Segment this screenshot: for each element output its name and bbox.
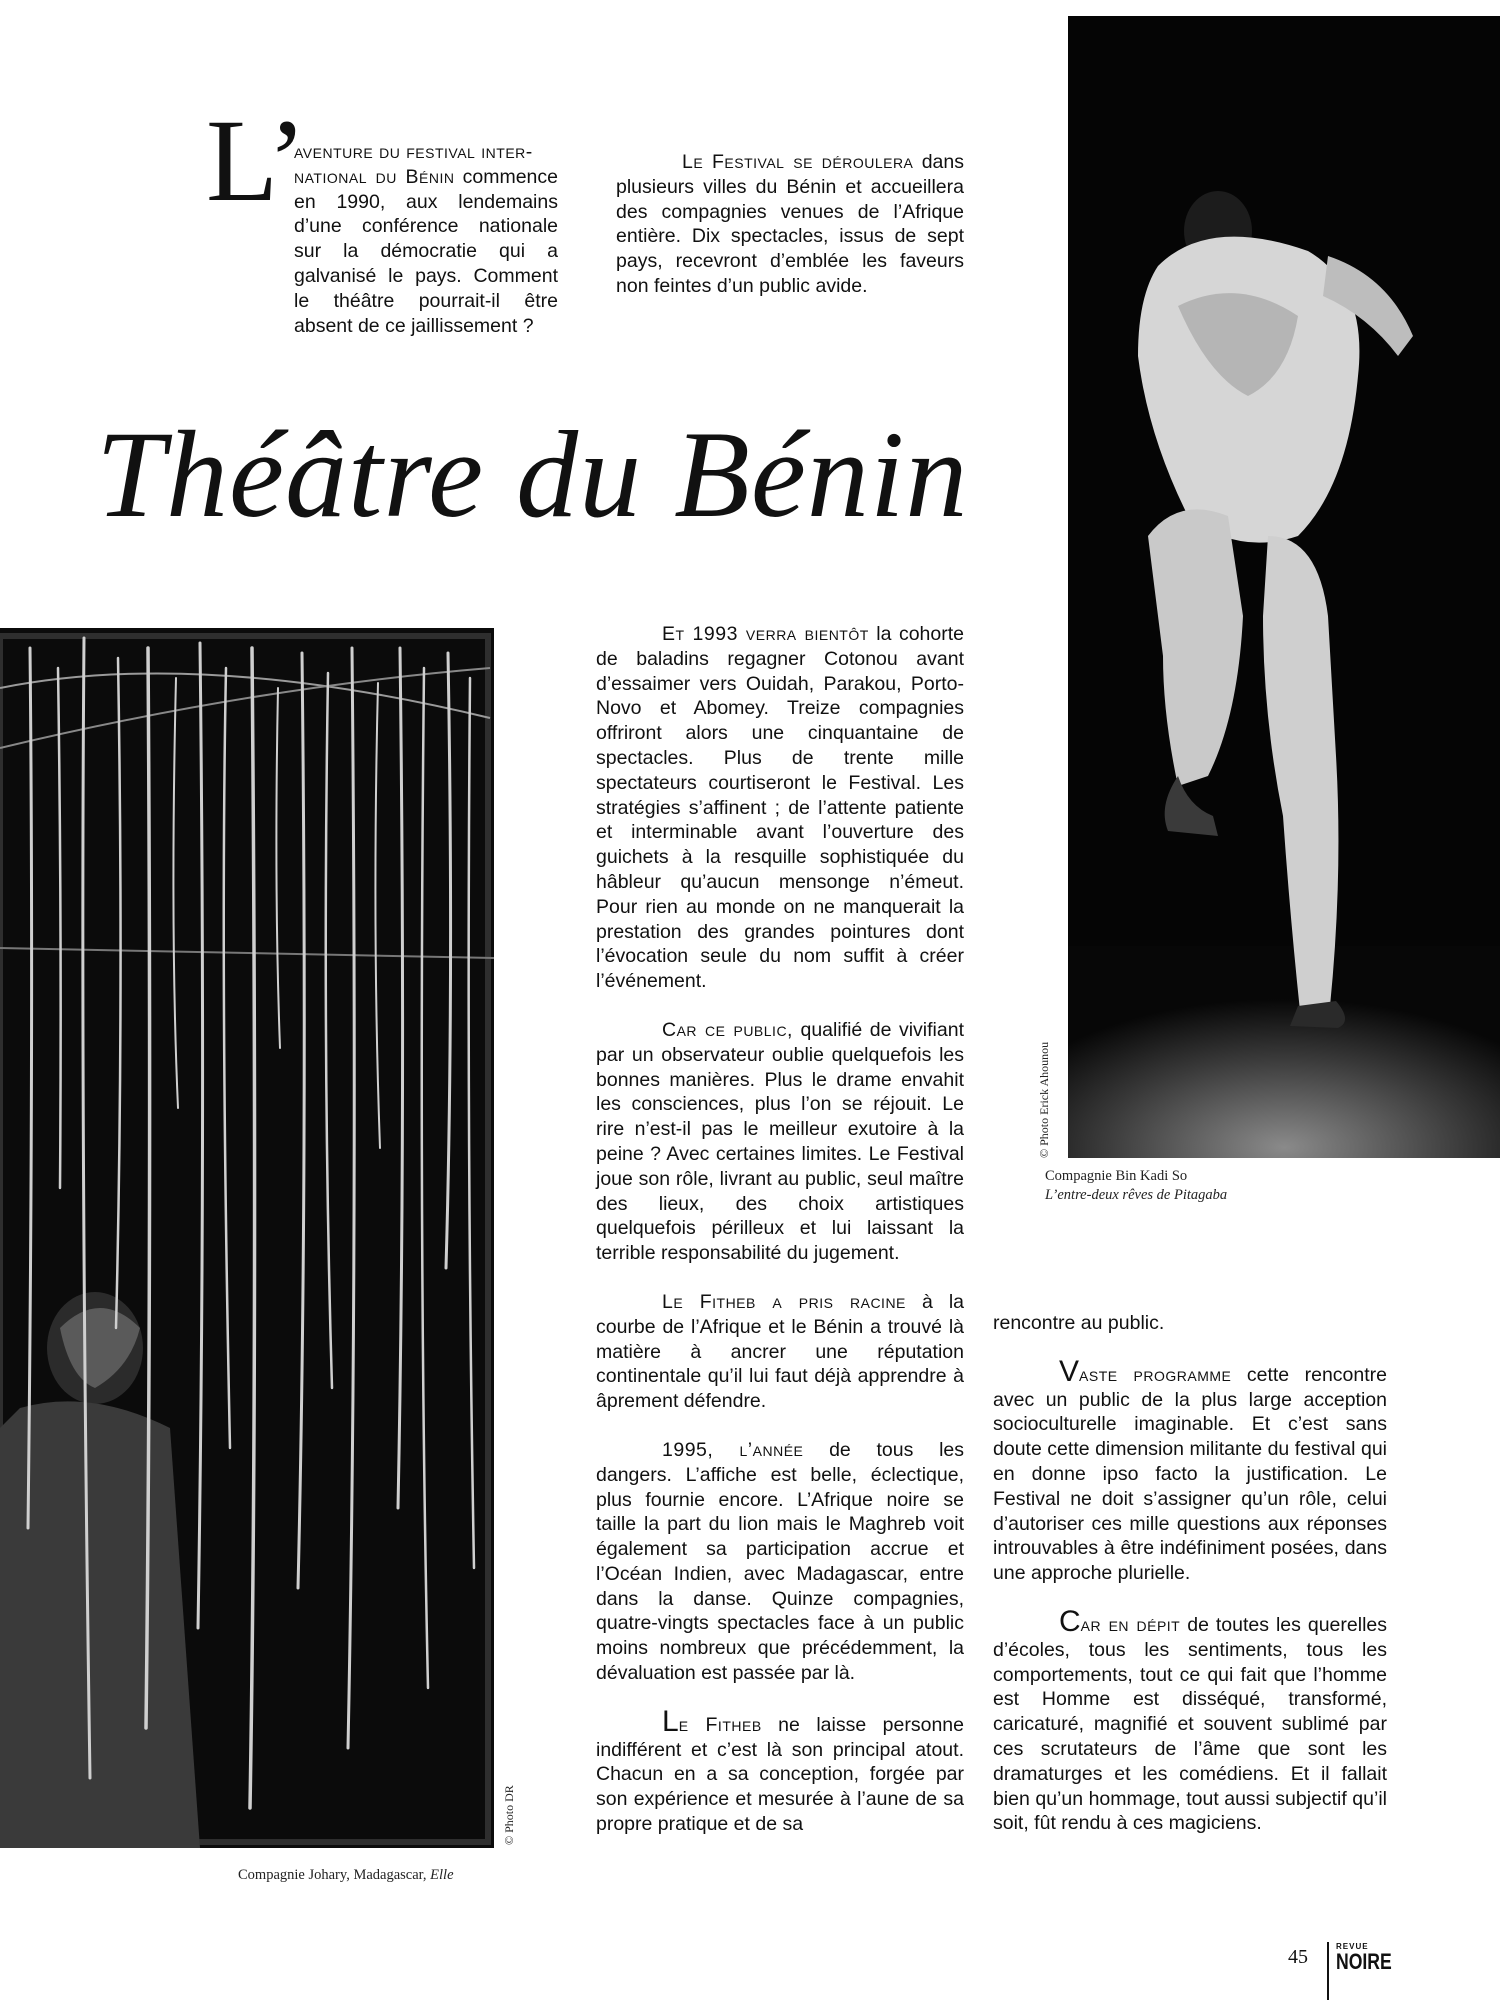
lead-fitheb-racine: Le Fitheb a pris racine [662, 1290, 906, 1313]
right-column [993, 1311, 1387, 1836]
paragraph-depit [993, 1604, 1387, 1836]
photo-strings [0, 628, 494, 1848]
lead-vaste: aste programme [1079, 1363, 1232, 1386]
intro-paragraph-2 [616, 150, 964, 299]
paragraph-continuation: rencontre au public. [993, 1312, 1165, 1334]
text-fitheb-atout: ne laisse personne indifférent et c’est là son principal atout. Chacun en a sa conception, forgée par son expérience et mesurée à l’aune de sa propre pratique et de sa [596, 1713, 964, 1836]
lead-1995: 1995, l’année [662, 1438, 804, 1461]
drop-cap: L’ [206, 95, 307, 226]
text-vaste: cette rencontre avec un public de la plus large acception socioculturelle imaginable. Et c’est sans doute cette dimension militante du festival qui en donne ipso facto la justification. Le Festival ne doit s’assigner qu’un rôle, celui d’autoriser ces mille questions aux réponses introuvables à être indéfiniment posées, dans une approche plurielle. [993, 1363, 1387, 1585]
paragraph-public [596, 1018, 964, 1266]
dancer-image [1068, 16, 1500, 1158]
cap-vaste: V [1059, 1354, 1080, 1388]
photo-dancer [1068, 16, 1500, 1158]
intro-lead-3: Le Festival se déroulera [682, 151, 914, 173]
magazine-logo [1336, 1942, 1406, 1973]
text-public: qualifié de vivifiant par un observateur oublie quelquefois les bonnes manières. Plus le drame envahit les consciences, plus l’on se réjouit. Le rire n’est-il pas le meilleur exutoire à la peine ? Avec certaines limites. Le Festival joue son rôle, livrant au public, seul maître des lieux, des choix artistiques quelquefois périlleux et lui laissant la terrible responsabilité du jugement. [596, 1018, 964, 1265]
page-number: 45 [1288, 1946, 1308, 1968]
footer-divider [1327, 1942, 1329, 2000]
paragraph-fitheb-racine [596, 1290, 964, 1414]
photo-credit-left: © Photo DR [502, 1785, 516, 1845]
lead-public: Car ce public, [662, 1018, 793, 1041]
photo-credit-right: © Photo Erick Ahounou [1037, 1041, 1051, 1158]
text-fitheb-racine: à la courbe de l’Afrique et le Bénin a trouvé là matière à ancrer une réputation continentale qu’il lui faut déjà apprendre à âprement défendre. [596, 1290, 965, 1413]
lead-1993: Et 1993 verra bientôt [662, 623, 869, 645]
intro-text-2: dans plusieurs villes du Bénin et accueillera des compagnies venues de l’Afrique entière. Dix spectacles, issus de sept pays, recevront d’emblée les faveurs non feintes d’un public avide. [616, 151, 964, 297]
lead-depit: ar en dépit [1080, 1613, 1181, 1636]
intro-lead-1: aventure du festival inter- [294, 141, 533, 163]
paragraph-1993 [596, 622, 964, 994]
paragraph-vaste [993, 1354, 1387, 1586]
caption-right-title: L’entre-deux rêves de Pitagaba [1045, 1187, 1228, 1203]
caption-right-company: Compagnie Bin Kadi So [1045, 1168, 1188, 1184]
lead-fitheb-atout: e Fitheb [678, 1713, 762, 1736]
caption-left-company: Compagnie Johary, Madagascar, [238, 1867, 431, 1883]
intro-paragraph-1 [212, 140, 558, 338]
caption-left [238, 1866, 454, 1885]
logo-small-text: REVUE [1336, 1942, 1369, 1951]
paragraph-1995 [596, 1438, 964, 1686]
caption-left-title: Elle [430, 1867, 454, 1883]
intro-lead-2: national du Bénin [294, 165, 455, 188]
caption-right [1045, 1167, 1227, 1205]
intro-text-1: commence en 1990, aux lendemains d’une conférence nationale sur la démocratie qui a galvanisé le pays. Comment le théâtre pourrait-il être absent de ce jaillissement ? [294, 165, 558, 337]
strings-image [0, 628, 494, 1848]
logo-big-text: NOIRE [1336, 1949, 1392, 1974]
text-depit: de toutes les querelles d’écoles, tous les sentiments, tous les comportements, tout ce qui fait que l’homme est Homme est disséqué, transformé, caricaturé, magnifié et souvent sublimé par ces scrutateurs de l’âme que sont les dramaturges et les comédiens. Et il fallait bien qu’un hommage, tout aussi subjectif qu’il soit, fût rendu à ces magiciens. [993, 1613, 1387, 1835]
paragraph-fitheb-atout [596, 1704, 964, 1837]
text-1993: la cohorte de baladins regagner Cotonou avant d’essaimer vers Ouidah, Parakou, Porto-Novo et Abomey. Treize compagnies offriront alors une cinquantaine de spectacles. Plus de trente mille spectateurs courtiseront le Festival. Les stratégies s’affinent ; de l’attente patiente et interminable avant l’ouverture des guichets à la resquille sophistiquée du hâbleur qu’aucun mensonge n’émeut. Pour rien au monde on ne manquerait la prestation des grandes pointures dont l’évocation seule du nom suffit à créer l’événement. [596, 623, 964, 993]
main-column [596, 622, 964, 1837]
article-title: Théâtre du Bénin [96, 406, 969, 543]
cap-depit: C [1059, 1604, 1081, 1638]
cap-fitheb: L [662, 1704, 679, 1738]
text-1995: de tous les dangers. L’affiche est belle, éclectique, plus fournie encore. L’Afrique noire se taille la part du lion mais le Maghreb voit également sa participation accrue et l’Océan Indien, avec Madagascar, entre dans la danse. Quinze compagnies, quatre-vingts spectacles face à un public moins nombreux que précédemment, la dévaluation est passée par là. [596, 1438, 964, 1685]
